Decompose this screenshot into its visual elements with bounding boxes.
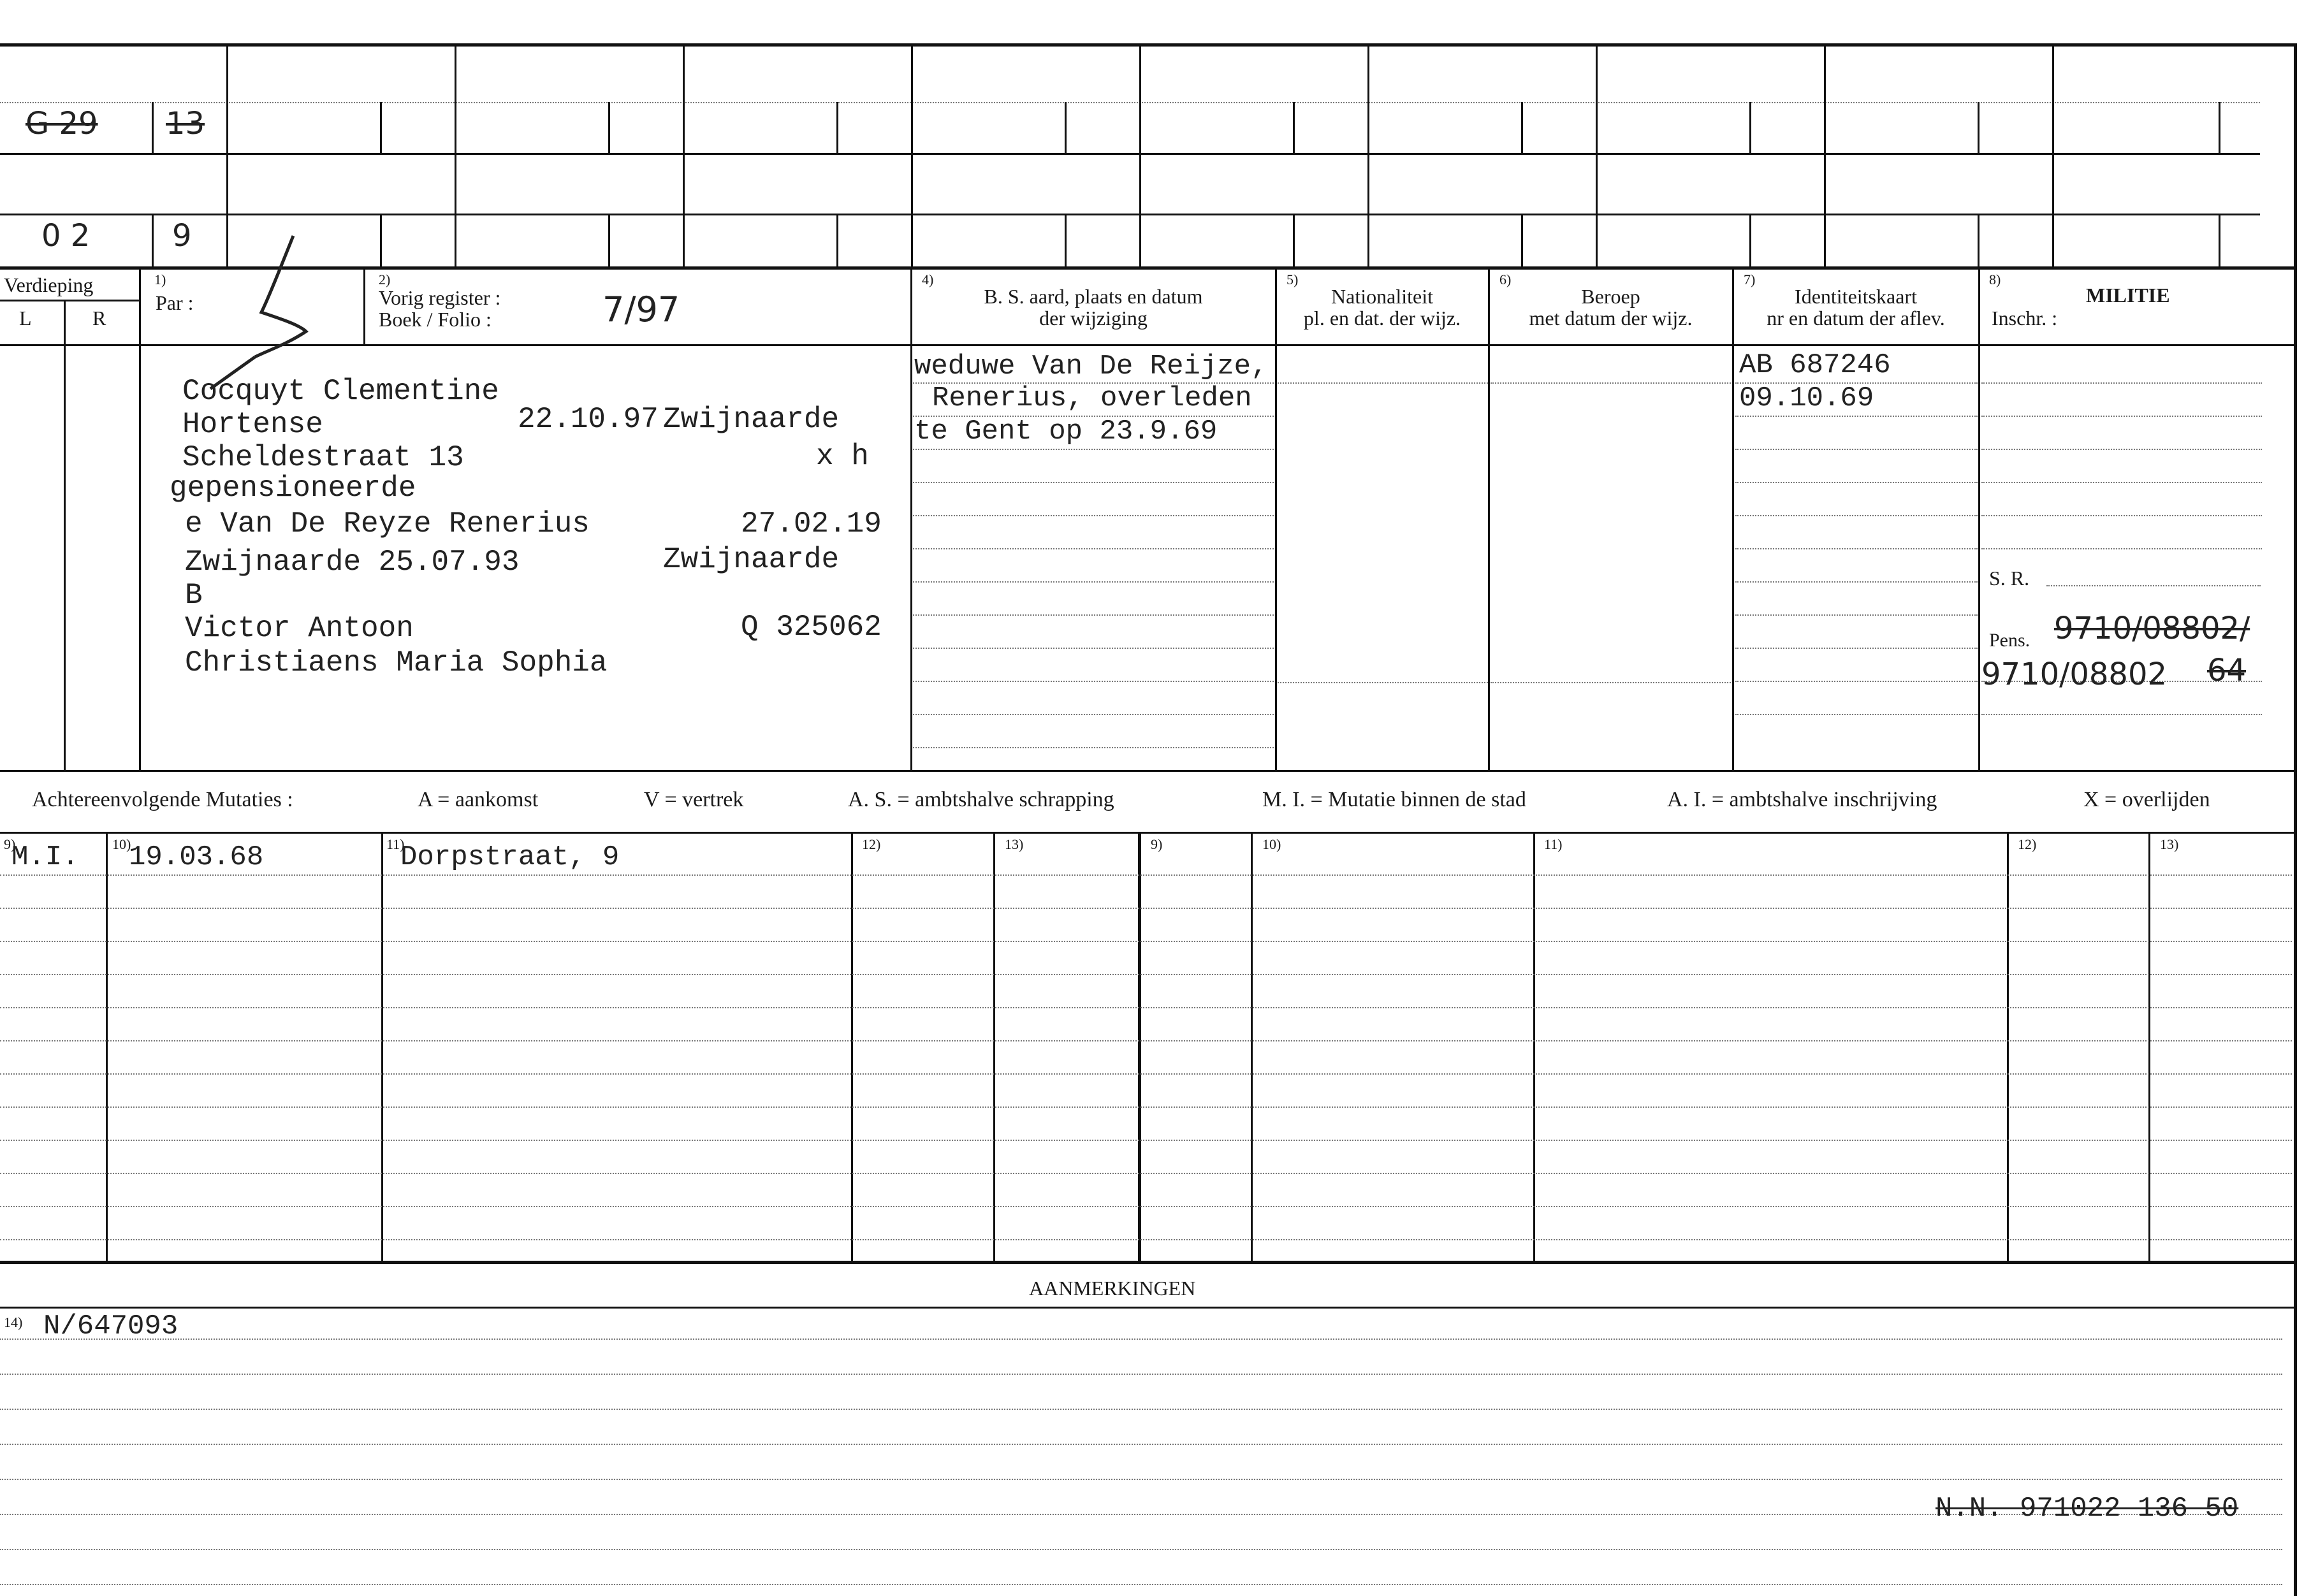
- person-marriage: Zwijnaarde 25.07.93: [185, 546, 520, 579]
- boek-folio-label: Boek / Folio :: [379, 308, 492, 331]
- sr-label: S. R.: [1989, 567, 2030, 590]
- identiteitskaart-line2: nr en datum der aflev.: [1767, 307, 1945, 330]
- mutation-date: 19.03.68: [129, 841, 264, 873]
- bs-change-line1: weduwe Van De Reijze,: [914, 351, 1268, 382]
- person-spouse: e Van De Reyze Renerius: [185, 507, 590, 540]
- beroep-line2: met datum der wijz.: [1529, 307, 1693, 330]
- pens-new-number: 9710/08802: [1981, 657, 2168, 692]
- verdieping-label: Verdieping: [4, 273, 94, 296]
- person-name: Cocquyt Clementine: [182, 375, 499, 408]
- nationaliteit-line2: pl. en dat. der wijz.: [1303, 307, 1461, 330]
- mut-note-11: 11): [386, 836, 405, 852]
- bs-header-line1: B. S. aard, plaats en datum: [984, 285, 1203, 308]
- note-5: 5): [1287, 272, 1299, 287]
- mutaties-title: Achtereenvolgende Mutaties :: [32, 788, 293, 811]
- inschr-label: Inschr. :: [1992, 307, 2058, 330]
- person-b: B: [185, 579, 203, 612]
- boek-folio-value: 7/97: [602, 289, 680, 330]
- id-card-date: 09.10.69: [1739, 382, 1874, 414]
- mut-note-12b: 12): [2018, 836, 2037, 852]
- identiteitskaart-line1: Identiteitskaart: [1795, 285, 1917, 308]
- note-4: 4): [922, 272, 934, 287]
- person-birth-place: Zwijnaarde: [663, 403, 840, 436]
- vorig-register-label: Vorig register :: [379, 286, 501, 309]
- mut-note-10b: 10): [1262, 836, 1281, 852]
- mut-note-13: 13): [1005, 836, 1024, 852]
- note-6: 6): [1499, 272, 1512, 287]
- code-13: 13: [166, 106, 205, 141]
- person-address: Scheldestraat 13: [182, 441, 464, 474]
- legend-mutatie-stad: M. I. = Mutatie binnen de stad: [1262, 788, 1526, 811]
- person-father: Victor Antoon: [185, 612, 414, 645]
- remarks-value: N/647093: [43, 1310, 179, 1342]
- bs-change-line2: Renerius, overleden: [932, 382, 1252, 414]
- mut-note-9: 9): [4, 836, 16, 852]
- person-first-name: Hortense: [182, 408, 323, 441]
- beroep-line1: Beroep: [1581, 285, 1640, 308]
- militie-label: MILITIE: [2086, 284, 2170, 307]
- person-mother: Christiaens Maria Sophia: [185, 646, 608, 679]
- id-card-number: AB 687246: [1739, 349, 1891, 381]
- mut-note-13b: 13): [2160, 836, 2179, 852]
- person-profession: gepensioneerde: [170, 472, 416, 505]
- legend-inschrijving: A. I. = ambtshalve inschrijving: [1667, 788, 1937, 811]
- legend-vertrek: V = vertrek: [644, 788, 744, 811]
- code-9: 9: [172, 218, 192, 254]
- mutation-address: Dorpstraat, 9: [400, 841, 620, 873]
- note-14: 14): [4, 1314, 23, 1330]
- person-spouse-birth: 27.02.19: [741, 507, 882, 540]
- floor-l-label: L: [19, 307, 32, 330]
- note-7: 7): [1744, 272, 1756, 287]
- person-marriage-place: Zwijnaarde: [663, 543, 840, 576]
- note-2: 2): [379, 272, 391, 287]
- bs-header-line2: der wijziging: [1039, 307, 1148, 330]
- person-birth-date: 22.10.97: [518, 403, 659, 436]
- aanmerkingen-title: AANMERKINGEN: [1029, 1277, 1196, 1300]
- code-02: 0 2: [41, 218, 91, 254]
- par-handwritten-mark: [191, 229, 319, 395]
- floor-r-label: R: [92, 307, 106, 330]
- mut-note-10: 10): [112, 836, 131, 852]
- mut-note-11b: 11): [1544, 836, 1563, 852]
- nn-number: N.N. 971022 136 50: [1936, 1493, 2239, 1525]
- code-g29: G 29: [26, 106, 98, 141]
- note-1: 1): [154, 272, 166, 287]
- person-address-mark: x h: [816, 440, 869, 473]
- par-label: Par :: [156, 291, 194, 314]
- pens-old-number: 9710/08802/: [2054, 611, 2250, 646]
- legend-schrapping: A. S. = ambtshalve schrapping: [848, 788, 1114, 811]
- mut-note-12: 12): [862, 836, 881, 852]
- nationaliteit-line1: Nationaliteit: [1331, 285, 1433, 308]
- mutation-type: M.I.: [11, 841, 79, 873]
- mut-note-9b: 9): [1151, 836, 1163, 852]
- legend-aankomst: A = aankomst: [418, 788, 539, 811]
- note-8: 8): [1989, 272, 2001, 287]
- pens-label: Pens.: [1989, 630, 2030, 651]
- pens-suffix: 64: [2207, 653, 2247, 688]
- bs-change-line3: te Gent op 23.9.69: [914, 416, 1218, 447]
- legend-overlijden: X = overlijden: [2083, 788, 2210, 811]
- person-code: Q 325062: [741, 611, 882, 644]
